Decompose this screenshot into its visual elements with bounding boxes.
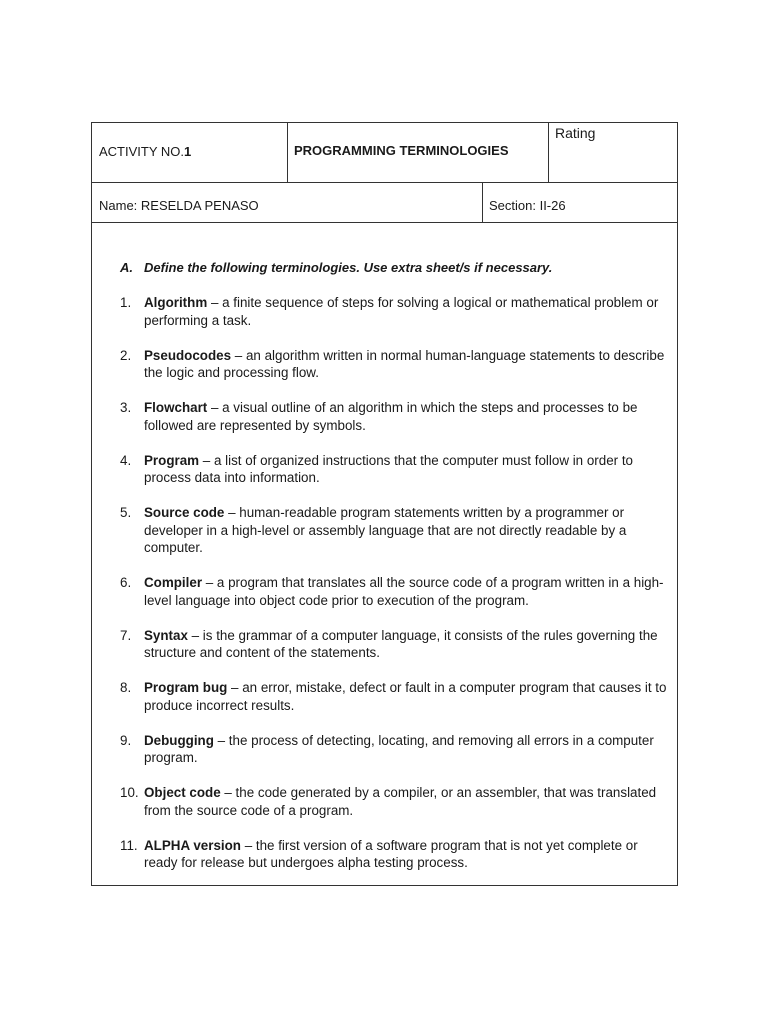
rating-label: Rating [555,125,596,141]
activity-sheet [91,122,678,886]
term-number: 2. [120,347,132,363]
term-item [120,574,672,609]
term-definition: – an algorithm written in normal human-language statements to describe the logic and processing flow. [144,347,665,380]
term-definition: – a visual outline of an algorithm in which the steps and processes to be followed are represented by symbols. [144,400,638,433]
term-item [120,347,672,382]
divider [548,123,549,182]
term-item [120,452,672,487]
divider [482,182,483,222]
activity-number: 1 [184,144,192,159]
term-item [120,784,672,819]
student-info-row [92,182,677,223]
term-item [120,679,672,714]
activity-label: ACTIVITY NO. [99,144,184,159]
instruction [120,260,552,275]
term-name: Program [144,452,200,468]
term-name: Pseudocodes [144,347,232,363]
term-item [120,732,672,767]
term-number: 6. [120,575,132,590]
header-row [92,123,677,183]
term-definition: – a list of organized instructions that the computer must follow in order to process data into information. [144,452,633,485]
term-item [120,294,672,329]
term-definition: – human-readable program statements written by a programmer or developer in a high-level or assembly language that are not directly readable by a computer. [144,505,627,555]
divider [287,123,288,182]
terms-list [120,294,672,889]
term-number: 5. [120,505,132,520]
instruction-text: Define the following terminologies. Use extra sheet/s if necessary. [144,260,553,275]
term-name: Compiler [144,575,203,590]
term-item [120,627,672,662]
term-number: 11. [120,837,138,853]
term-definition: – a program that translates all the source code of a program written in a high-level language into object code prior to execution of the program. [144,575,664,608]
term-number: 8. [120,680,132,695]
term-item [120,837,672,872]
term-name: ALPHA version [144,837,241,853]
term-number: 3. [120,400,132,415]
term-definition: – is the grammar of a computer language, it consists of the rules governing the structure and content of the statements. [144,627,658,660]
student-name: Name: RESELDA PENASO [99,198,259,213]
term-name: Flowchart [144,400,208,415]
term-number: 10. [120,785,139,800]
term-definition: – the process of detecting, locating, and removing all errors in a computer program. [144,732,654,765]
term-name: Source code [144,505,225,520]
term-name: Program bug [144,680,228,695]
student-section: Section: II-26 [489,198,566,213]
term-definition: – an error, mistake, defect or fault in a computer program that causes it to produce incorrect results. [144,680,667,713]
activity-number-cell [99,144,191,159]
term-number: 1. [120,295,132,310]
term-definition: – the first version of a software program that is not yet complete or ready for release but undergoes alpha testing process. [144,837,638,870]
term-name: Object code [144,785,221,800]
term-name: Debugging [144,732,214,748]
activity-title: PROGRAMMING TERMINOLOGIES [294,143,509,158]
term-item [120,399,672,434]
term-item [120,504,672,557]
term-number: 9. [120,732,132,748]
term-number: 7. [120,627,132,643]
term-name: Algorithm [144,295,208,310]
term-definition: – a finite sequence of steps for solving a logical or mathematical problem or performing a task. [144,295,659,328]
term-number: 4. [120,452,132,468]
term-name: Syntax [144,627,188,643]
term-definition: – the code generated by a compiler, or an assembler, that was translated from the source code of a program. [144,785,657,818]
instruction-letter: A. [120,260,133,275]
